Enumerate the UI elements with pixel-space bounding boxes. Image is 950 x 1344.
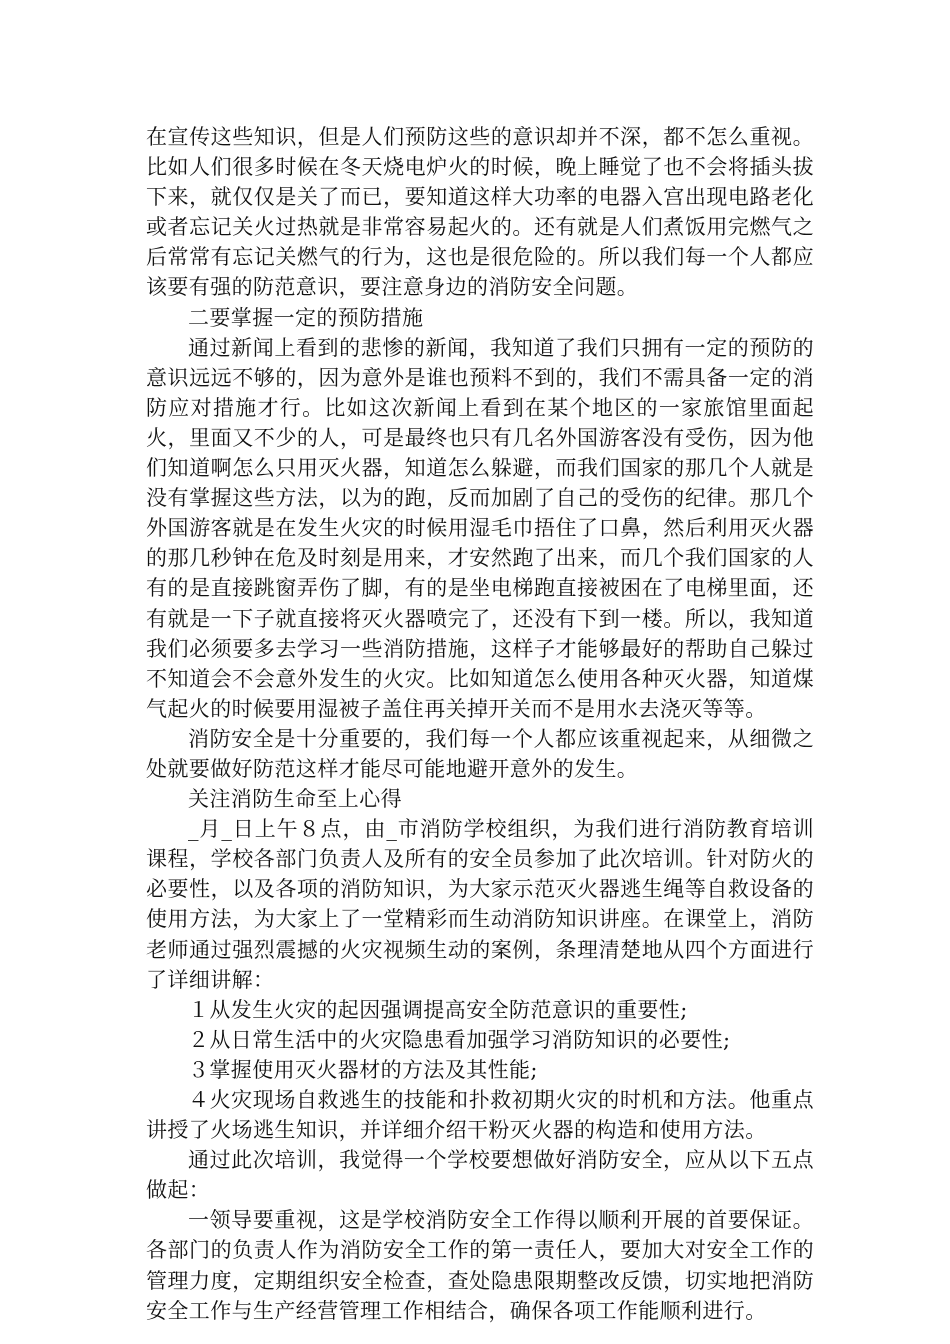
paragraph-safety-importance: 消防安全是十分重要的，我们每一个人都应该重视起来，从细微之处就要做好防范这样才能尽可能地避开意外的发生。: [146, 726, 814, 781]
paragraph-leadership: 一领导要重视，这是学校消防安全工作得以顺利开展的首要保证。各部门的负责人作为消防安全工作的第一责任人，要加大对安全工作的管理力度，定期组织安全检查，查处隐患限期整改反馈，切实地把消防安全工作与生产经营管理工作相结合，确保各项工作能顺利进行。: [146, 1208, 814, 1323]
document-body: [146, 122, 814, 1326]
list-item-point-4: ４火灾现场自救逃生的技能和扑救初期火灾的时机和方法。他重点讲授了火场逃生知识，并详细介绍干粉灭火器的构造和使用方法。: [146, 1088, 814, 1143]
heading-prevention-measures: 二要掌握一定的预防措施: [188, 305, 424, 330]
paragraph-fire-awareness: 在宣传这些知识，但是人们预防这些的意识却并不深，都不怎么重视。比如人们很多时候在冬天烧电炉火的时候，晚上睡觉了也不会将插头拔下来，就仅仅是关了而已，要知道这样大功率的电器入宫出现电路老化或者忘记关火过热就是非常容易起火的。还有就是人们煮饭用完燃气之后常常有忘记关燃气的行为，这也是很危险的。所以我们每一个人都应该要有强的防范意识，要注意身边的消防安全问题。: [146, 125, 814, 300]
paragraph-news-story: 通过新闻上看到的悲惨的新闻，我知道了我们只拥有一定的预防的意识远远不够的，因为意外是谁也预料不到的，我们不需具备一定的消防应对措施才行。比如这次新闻上看到在某个地区的一家旅馆里面起火，里面又不少的人，可是最终也只有几名外国游客没有受伤，因为他们知道啊怎么只用灭火器，知道怎么躲避，而我们国家的那几个人就是没有掌握这些方法，以为的跑，反而加剧了自己的受伤的纪律。那几个外国游客就是在发生火灾的时候用湿毛巾捂住了口鼻，然后利用灭火器的那几秒钟在危及时刻是用来，才安然跑了出来，而几个我们国家的人有的是直接跳窗弄伤了脚，有的是坐电梯跑直接被困在了电梯里面，还有就是一下子就直接将灭火器喷完了，还没有下到一楼。所以，我知道我们必须要多去学习一些消防措施，这样子才能够最好的帮助自己躲过不知道会不会意外发生的火灾。比如知道怎么使用各种灭火器，知道煤气起火的时候要用湿被子盖住再关掉开关而不是用水去浇灭等等。: [146, 335, 814, 721]
paragraph-training-intro: _月_日上午８点，由_市消防学校组织，为我们进行消防教育培训课程，学校各部门负责人及所有的安全员参加了此次培训。针对防火的必要性，以及各项的消防知识，为大家示范灭火器逃生绳等自救设备的使用方法，为大家上了一堂精彩而生动消防知识讲座。在课堂上，消防老师通过强烈震撼的火灾视频生动的案例，条理清楚地从四个方面进行了详细讲解：: [146, 817, 814, 992]
list-item-point-3: ３掌握使用灭火器材的方法及其性能;: [188, 1057, 538, 1082]
list-item-point-1: １从发生火灾的起因强调提高安全防范意识的重要性;: [188, 997, 688, 1022]
heading-fire-safety-reflection: 关注消防生命至上心得: [188, 787, 402, 812]
paragraph-five-points-intro: 通过此次培训，我觉得一个学校要想做好消防安全，应从以下五点做起：: [146, 1148, 814, 1203]
list-item-point-2: ２从日常生活中的火灾隐患看加强学习消防知识的必要性;: [188, 1027, 731, 1052]
